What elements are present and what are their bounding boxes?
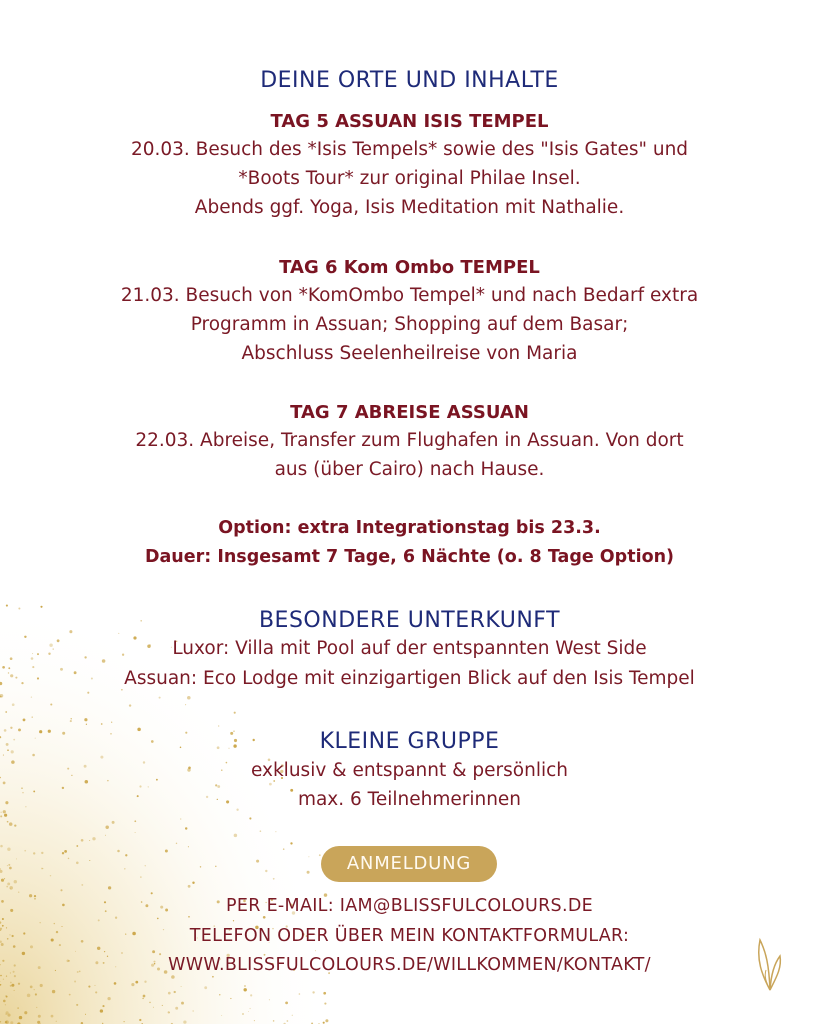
glitter-dot [89, 840, 90, 841]
glitter-dot [115, 917, 117, 919]
glitter-dot [17, 1007, 18, 1008]
glitter-dot [68, 858, 70, 860]
glitter-dot [157, 918, 159, 920]
glitter-dot [6, 1011, 9, 1014]
glitter-dot [6, 886, 8, 888]
glitter-dot [56, 1021, 57, 1022]
glitter-dot [75, 951, 76, 952]
glitter-dot [188, 846, 189, 847]
glitter-dot [144, 981, 146, 983]
glitter-dot [62, 852, 64, 854]
glitter-dot [88, 986, 90, 988]
glitter-dot [114, 982, 117, 985]
glitter-dot [273, 878, 275, 880]
glitter-dot [100, 1009, 103, 1012]
contact-phone-form: TELEFON ODER ÜBER MEIN KONTAKTFORMULAR: [189, 926, 630, 946]
glitter-dot [275, 831, 276, 832]
glitter-dot [176, 843, 177, 844]
glitter-dot [324, 1003, 326, 1005]
glitter-dot [23, 719, 26, 722]
glitter-dot [265, 870, 267, 872]
glitter-dot [36, 1007, 37, 1008]
glitter-dot [64, 850, 67, 853]
glitter-dot [12, 703, 15, 706]
day-7-title: TAG 7 ABREISE ASSUAN [290, 402, 529, 423]
glitter-dot [10, 985, 12, 987]
glitter-dot [6, 976, 7, 977]
glitter-dot [188, 885, 191, 888]
glitter-dot [76, 862, 79, 865]
glitter-dot [7, 865, 8, 866]
glitter-dot [97, 947, 100, 950]
glitter-dot [40, 922, 41, 923]
glitter-dot [14, 824, 16, 826]
day-7-line: 22.03. Abreise, Transfer zum Flughafen in Assuan. Von dort [135, 430, 684, 451]
glitter-dot [10, 888, 11, 889]
glitter-dot [139, 1019, 141, 1021]
day-5-title: TAG 5 ASSUAN ISIS TEMPEL [270, 111, 549, 132]
glitter-dot [153, 1007, 154, 1008]
glitter-dot [169, 1012, 170, 1013]
glitter-dot [250, 1008, 251, 1009]
glitter-dot [4, 814, 7, 817]
glitter-dot [30, 986, 33, 989]
glitter-dot [250, 994, 252, 996]
glitter-dot [121, 952, 123, 954]
glitter-dot [283, 848, 285, 850]
glitter-dot [285, 1002, 288, 1005]
glitter-dot [181, 986, 182, 987]
glitter-dot [263, 916, 266, 919]
glitter-dot [181, 1002, 184, 1005]
glitter-dot [215, 866, 216, 867]
glitter-dot [101, 723, 103, 725]
glitter-dot [269, 783, 272, 786]
glitter-dot [33, 852, 35, 854]
glitter-dot [24, 1011, 27, 1014]
glitter-dot [81, 839, 84, 842]
glitter-dot [52, 990, 55, 993]
glitter-dot [8, 864, 10, 866]
glitter-dot [60, 889, 62, 891]
glitter-dot [256, 860, 259, 863]
glitter-dot [87, 692, 89, 694]
glitter-dot [117, 850, 120, 853]
glitter-dot [118, 633, 119, 634]
glitter-dot [10, 982, 12, 984]
day-6-line: Abschluss Seelenheilreise von Maria [241, 343, 578, 364]
glitter-dot [149, 1002, 151, 1004]
glitter-dot [323, 992, 326, 995]
glitter-dot [18, 891, 19, 892]
glitter-dot [3, 810, 6, 813]
accommodation-line: Assuan: Eco Lodge mit einzigartigen Blick auf den Isis Tempel [124, 668, 695, 689]
glitter-dot [41, 852, 43, 854]
glitter-dot [0, 815, 2, 817]
glitter-dot [0, 696, 2, 698]
glitter-dot [162, 1005, 163, 1006]
glitter-dot [102, 1005, 104, 1007]
glitter-dot [92, 837, 95, 840]
glitter-dot [171, 975, 175, 979]
glitter-dot [325, 1019, 328, 1022]
glitter-dot [3, 782, 6, 785]
glitter-dot [165, 850, 168, 853]
glitter-dot [5, 1020, 9, 1024]
day-5-line: Abends ggf. Yoga, Isis Meditation mit Nathalie. [194, 197, 625, 218]
glitter-dot [50, 703, 52, 705]
duration-text: Dauer: Insgesamt 7 Tage, 6 Nächte (o. 8 Tage Option) [144, 547, 675, 567]
glitter-dot [217, 785, 220, 788]
glitter-dot [233, 920, 234, 921]
glitter-dot [14, 975, 16, 977]
glitter-dot [85, 1014, 86, 1015]
glitter-dot [14, 880, 17, 883]
glitter-dot [131, 983, 134, 986]
glitter-dot [111, 722, 112, 723]
glitter-dot [143, 995, 146, 998]
glitter-dot [100, 756, 103, 759]
glitter-dot [234, 712, 236, 714]
glitter-dot [187, 696, 191, 700]
glitter-dot [71, 718, 72, 719]
glitter-dot [6, 605, 8, 607]
glitter-dot [242, 1013, 244, 1015]
glitter-dot [54, 923, 55, 924]
places-heading: DEINE ORTE UND INHALTE [260, 68, 559, 93]
glitter-dot [254, 1020, 255, 1021]
glitter-dot [84, 718, 87, 721]
glitter-dot [98, 919, 100, 921]
glitter-dot [9, 867, 12, 870]
glitter-dot [105, 825, 108, 828]
glitter-dot [50, 875, 51, 876]
glitter-dot [14, 990, 15, 991]
glitter-dot [74, 981, 76, 983]
glitter-dot [76, 845, 78, 847]
glitter-dot [5, 711, 7, 713]
glitter-dot [95, 991, 97, 993]
glitter-dot [69, 994, 71, 996]
glitter-dot [107, 997, 110, 1000]
glitter-dot [81, 884, 83, 886]
glitter-dot [135, 832, 136, 833]
glitter-dot [2, 918, 4, 920]
glitter-dot [230, 998, 231, 999]
group-heading: KLEINE GRUPPE [319, 729, 500, 754]
glitter-dot [11, 984, 14, 987]
glitter-dot [1, 879, 4, 882]
contact-url[interactable]: WWW.BLISSFULCOLOURS.DE/WILLKOMMEN/KONTAKT/ [168, 955, 651, 975]
glitter-dot [104, 951, 105, 952]
glitter-dot [307, 871, 310, 874]
glitter-dot [7, 882, 10, 885]
glitter-dot [221, 1015, 222, 1016]
glitter-dot [9, 822, 13, 826]
glitter-dot [34, 989, 35, 990]
glitter-dot [148, 786, 149, 787]
day-5-line: *Boots Tour* zur original Philae Insel. [238, 168, 581, 189]
group-line: max. 6 Teilnehmerinnen [297, 789, 522, 810]
glitter-dot [5, 1004, 6, 1005]
glitter-dot [38, 1015, 41, 1018]
glitter-dot [218, 725, 219, 726]
accommodation-heading: BESONDERE UNTERKUNFT [258, 608, 561, 633]
glitter-dot [89, 860, 90, 861]
glitter-dot [4, 878, 5, 879]
glitter-dot [212, 976, 214, 978]
glitter-dot [273, 1020, 275, 1022]
glitter-dot [185, 704, 186, 705]
glitter-dot [192, 882, 194, 884]
glitter-dot [18, 983, 20, 985]
glitter-dot [86, 724, 87, 725]
glitter-dot [200, 866, 201, 867]
glitter-dot [102, 659, 106, 663]
glitter-dot [0, 845, 3, 848]
glitter-dot [244, 985, 246, 987]
glitter-dot [51, 1015, 54, 1018]
glitter-dot [180, 819, 181, 820]
glitter-dot [287, 1020, 289, 1022]
glitter-dot [299, 993, 301, 995]
glitter-dot [125, 854, 127, 856]
glitter-dot [24, 850, 26, 852]
glitter-dot [105, 835, 106, 836]
glitter-dot [193, 1011, 194, 1012]
glitter-dot [41, 868, 43, 870]
glitter-dot [31, 696, 32, 697]
glitter-dot [3, 1000, 6, 1003]
glitter-dot [168, 992, 171, 995]
glitter-dot [151, 892, 153, 894]
glitter-dot [185, 827, 187, 829]
glitter-dot [32, 716, 33, 717]
glitter-dot [175, 1007, 178, 1010]
glitter-dot [37, 1021, 40, 1024]
glitter-dot [108, 886, 111, 889]
glitter-dot [188, 916, 190, 918]
glitter-dot [16, 858, 17, 859]
glitter-dot [3, 979, 4, 980]
day-6-line: Programm in Assuan; Shopping auf dem Basar; [190, 314, 629, 335]
glitter-dot [260, 830, 262, 832]
glitter-dot [3, 755, 4, 756]
glitter-dot [290, 842, 292, 844]
glitter-dot [315, 950, 316, 951]
glitter-dot [135, 981, 138, 984]
glitter-dot [123, 1021, 124, 1022]
glitter-dot [142, 998, 144, 1000]
glitter-dot [19, 1016, 22, 1019]
glitter-dot [243, 988, 246, 991]
glitter-dot [94, 985, 95, 986]
glitter-dot [204, 986, 207, 989]
glitter-dot [183, 1020, 186, 1023]
glitter-dot [145, 865, 146, 866]
glitter-dot [112, 821, 115, 824]
glitter-dot [9, 886, 12, 889]
glitter-dot [76, 1004, 78, 1006]
glitter-dot [215, 784, 217, 786]
day-5-line: 20.03. Besuch des *Isis Tempels* sowie des "Isis Gates" und [130, 139, 689, 160]
glitter-dot [129, 704, 131, 706]
glitter-dot [1, 812, 2, 813]
glitter-dot [319, 854, 321, 856]
glitter-dot [124, 868, 126, 870]
glitter-dot [7, 821, 9, 823]
glitter-dot [70, 720, 72, 722]
accommodation-line: Luxor: Villa mit Pool auf der entspannten West Side [172, 638, 647, 659]
glitter-dot [292, 1015, 293, 1016]
glitter-dot [312, 991, 314, 993]
glitter-dot [35, 993, 37, 995]
glitter-dot [32, 754, 35, 757]
glitter-dot [27, 994, 31, 998]
glitter-dot [134, 820, 136, 822]
glitter-dot [152, 950, 155, 953]
glitter-dot [139, 785, 141, 787]
day-6-title: TAG 6 Kom Ombo TEMPEL [279, 257, 540, 278]
glitter-dot [234, 834, 238, 838]
glitter-dot [40, 984, 43, 987]
group-line: exklusiv & entspannt & persönlich [250, 760, 569, 781]
glitter-dot [308, 856, 309, 857]
option-text: Option: extra Integrationstag bis 23.3. [218, 518, 601, 538]
day-6-line: 21.03. Besuch von *KomOmbo Tempel* und nach Bedarf extra [120, 285, 699, 306]
glitter-dot [174, 991, 176, 993]
glitter-dot [249, 817, 251, 819]
glitter-dot [7, 847, 10, 850]
glitter-dot [269, 999, 270, 1000]
day-7-line: aus (über Cairo) nach Hause. [274, 459, 545, 480]
signup-button[interactable]: ANMELDUNG [321, 846, 497, 882]
glitter-dot [219, 994, 220, 995]
glitter-dot [159, 697, 161, 699]
contact-email[interactable]: PER E-MAIL: IAM@BLISSFULCOLOURS.DE [226, 896, 593, 916]
glitter-dot [140, 877, 141, 878]
glitter-dot [121, 689, 123, 691]
glitter-dot [248, 1011, 249, 1012]
glitter-dot [5, 995, 6, 996]
glitter-dot [323, 1022, 325, 1024]
